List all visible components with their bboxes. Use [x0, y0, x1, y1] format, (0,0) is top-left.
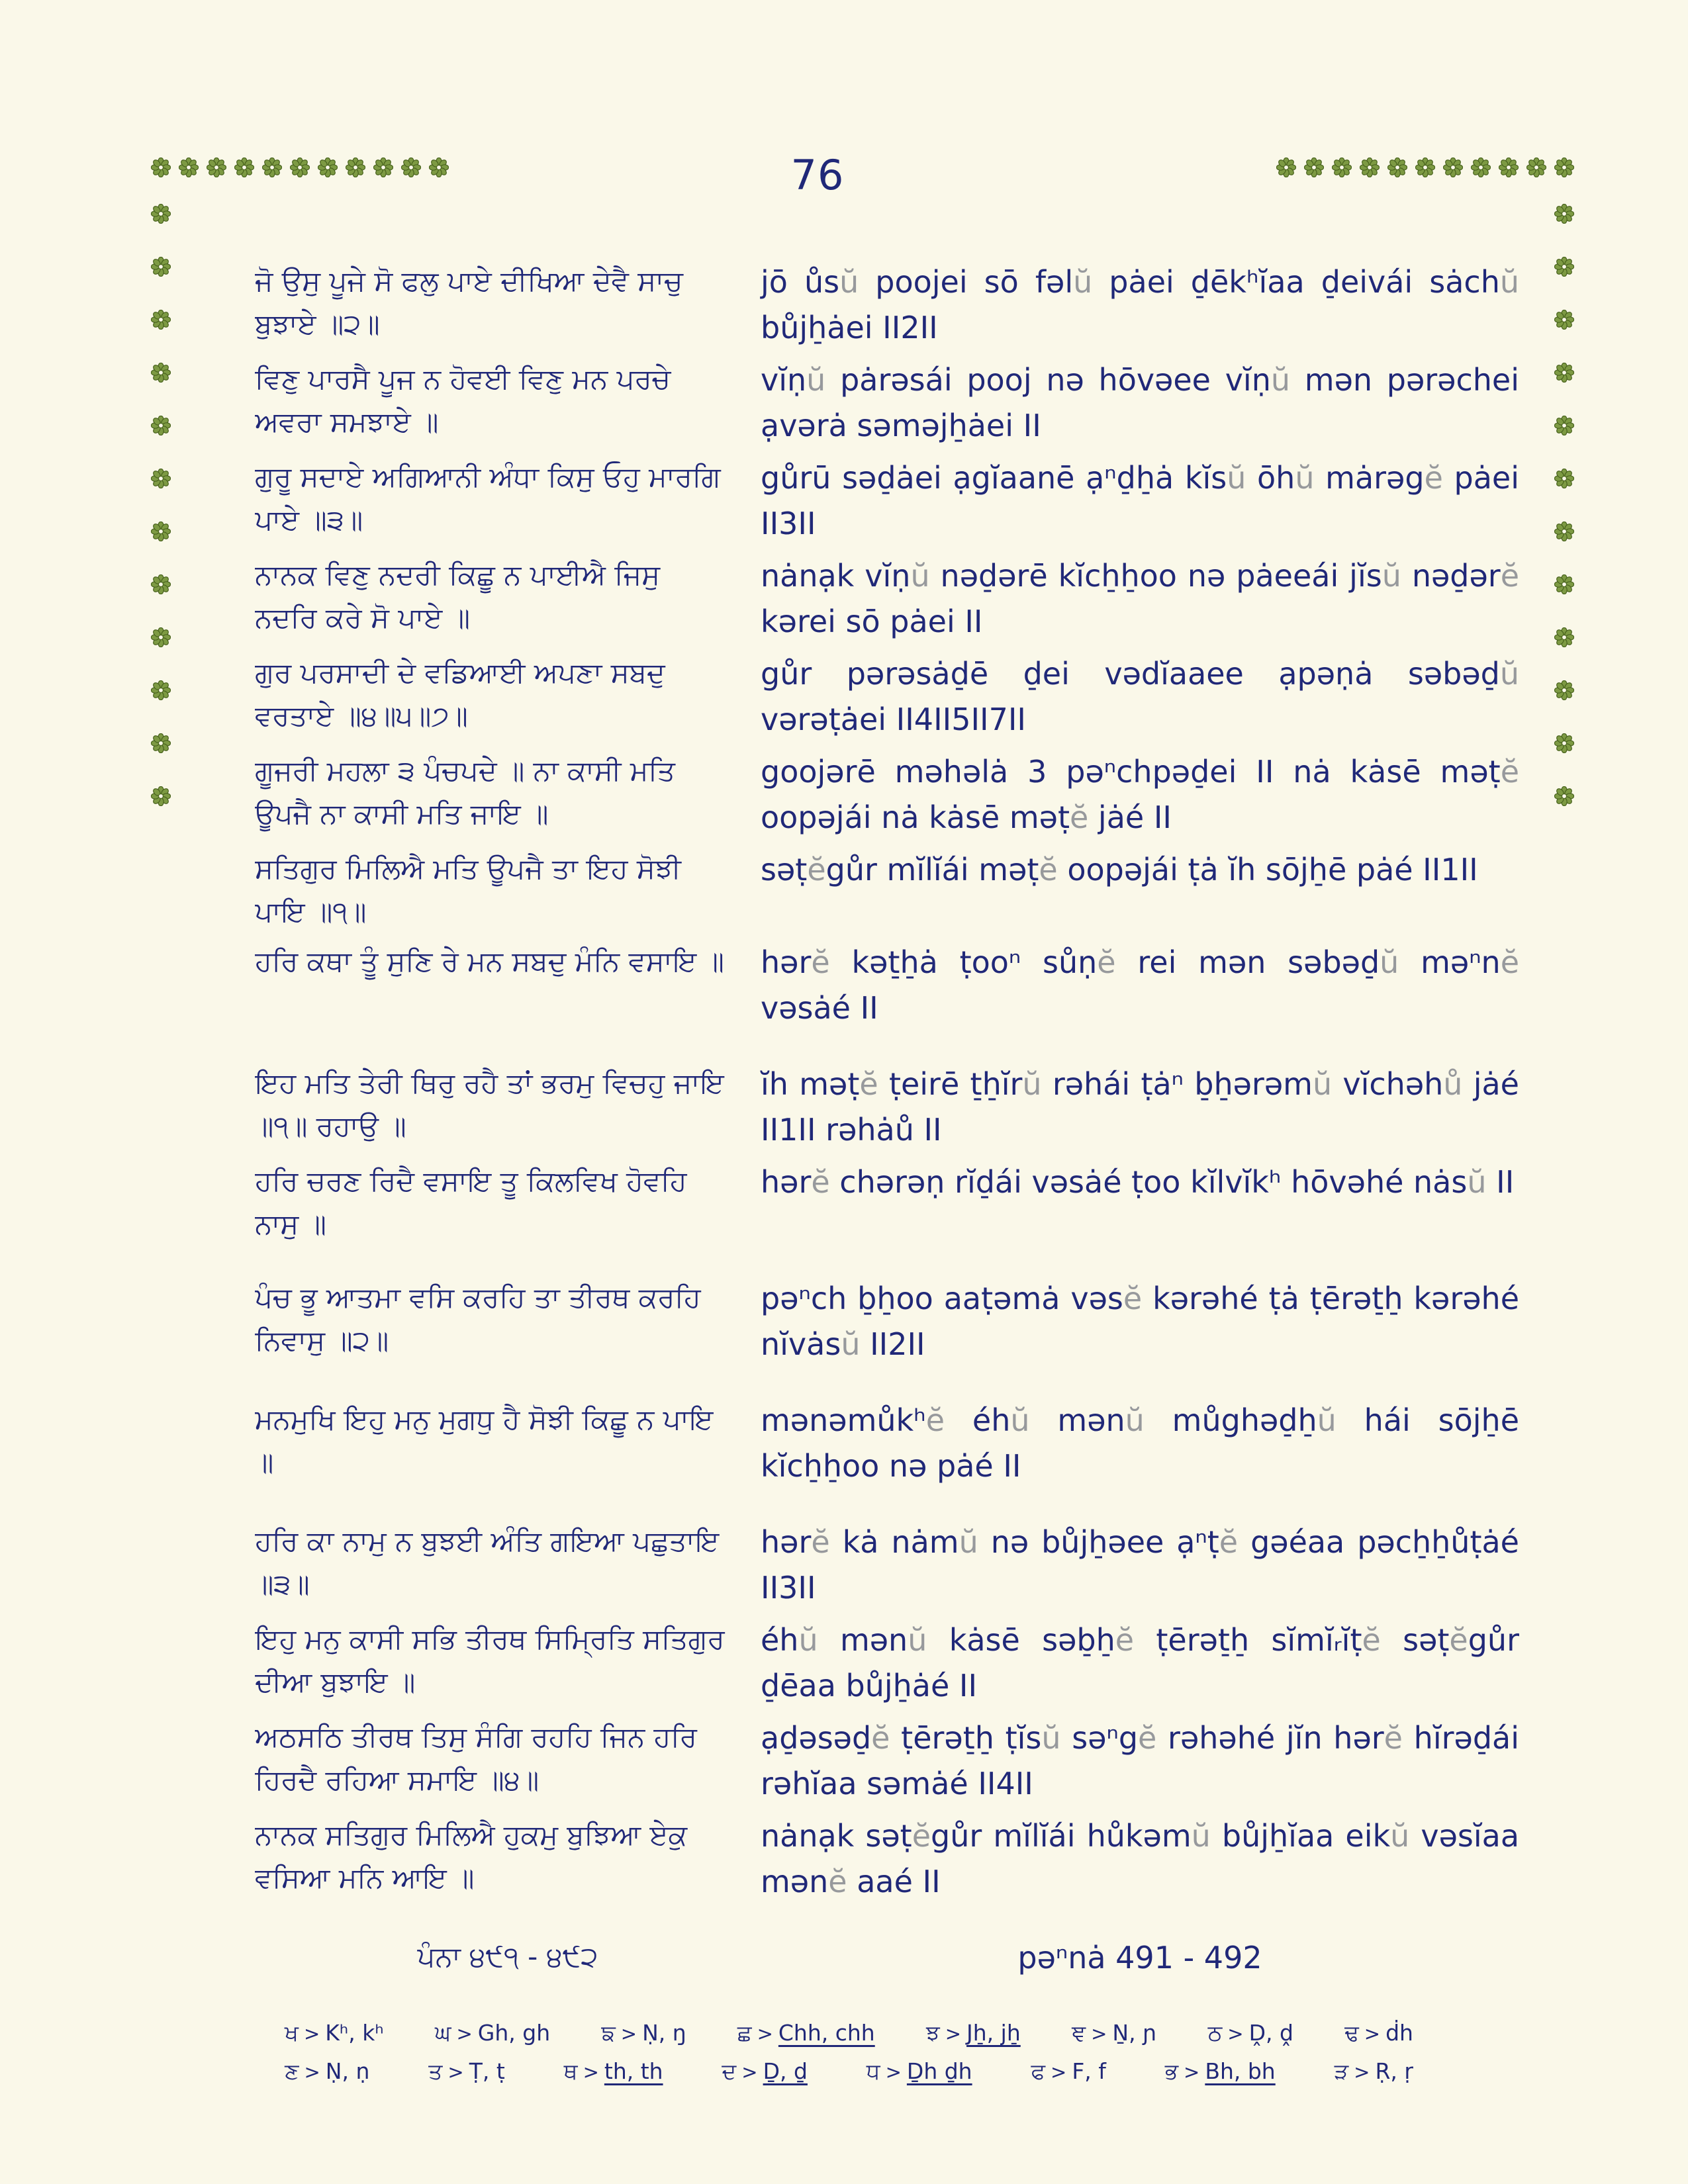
- dim-letter: ŭ: [1022, 1066, 1042, 1103]
- dim-letter: ŭ: [1041, 1720, 1061, 1756]
- rosette-flower-icon: [262, 158, 282, 177]
- rosette-flower-icon: [1360, 158, 1380, 177]
- rosette-flower-icon: [1554, 680, 1574, 700]
- rosette-flower-icon: [151, 469, 171, 488]
- rosette-flower-icon: [1276, 158, 1296, 177]
- rosette-flower-icon: [151, 204, 171, 224]
- rosette-flower-icon: [151, 416, 171, 435]
- greater-than-icon: >: [304, 2061, 320, 2083]
- greater-than-icon: >: [456, 2023, 473, 2045]
- greater-than-icon: >: [1364, 2023, 1381, 2045]
- legend-item: [1208, 2020, 1293, 2046]
- roman-transliteration-text: vĭṇŭ pȧrəsái pooj nə hōvəee vĭṇŭ mən pərəchei ạvərȧ səməjh̠ȧei II: [761, 362, 1519, 443]
- gurmukhi-text: ਗੂਜਰੀ ਮਹਲਾ ੩ ਪੰਚਪਦੇ ॥ ਨਾ ਕਾਸੀ ਮਤਿ ਊਪਜੈ ਨਾ ਕਾਸੀ ਮਤਿ ਜਾਇ ॥: [255, 754, 675, 831]
- verse-row: [255, 1062, 1519, 1153]
- verse-row: [255, 651, 1519, 743]
- legend-gurmukhi-letter: ਝ: [925, 2020, 940, 2046]
- legend-item: [435, 2020, 550, 2046]
- dim-letter: ŭ: [1295, 460, 1315, 496]
- gurmukhi-text: ਹਰਿ ਕਾ ਨਾਮੁ ਨ ਬੁਝਈ ਅੰਤਿ ਗਇਆ ਪਛੁਤਾਇ ॥੩॥: [255, 1525, 720, 1601]
- dim-letter: ĕ: [828, 1864, 847, 1900]
- legend-gurmukhi-letter: ਭ: [1164, 2058, 1179, 2084]
- legend-gurmukhi-letter: ਖ: [285, 2020, 299, 2046]
- dim-letter: ĕ: [871, 1720, 890, 1756]
- gurmukhi-text: ਸਤਿਗੁਰ ਮਿਲਿਐ ਮਤਿ ਊਪਜੈ ਤਾ ਇਹ ਸੋਝੀ ਪਾਇ ॥੧॥: [255, 852, 681, 929]
- rosette-flower-icon: [151, 363, 171, 383]
- dim-letter: ŭ: [1499, 264, 1519, 300]
- rosette-flower-icon: [290, 158, 310, 177]
- dim-letter: ŭ: [1227, 460, 1246, 496]
- legend-latin-value: Gh, gh: [477, 2020, 551, 2046]
- dim-letter: ŭ: [1312, 1066, 1333, 1103]
- greater-than-icon: >: [620, 2023, 637, 2045]
- dim-letter: ŭ: [806, 362, 826, 398]
- dim-letter: ů: [1443, 1066, 1463, 1103]
- greater-than-icon: >: [945, 2023, 962, 2045]
- rosette-flower-icon: [151, 680, 171, 700]
- legend-gurmukhi-letter: ਠ: [1207, 2020, 1223, 2046]
- rosette-flower-icon: [151, 786, 171, 806]
- gurmukhi-text: ਨਾਨਕ ਵਿਣੁ ਨਦਰੀ ਕਿਛੂ ਨ ਪਾਈਐ ਜਿਸੁ ਨਦਰਿ ਕਰੇ ਸੋ ਪਾਏ ॥: [255, 559, 661, 635]
- dim-letter: ŭ: [1499, 656, 1519, 692]
- legend-latin-value: Ṇ, ṇ: [325, 2058, 370, 2084]
- roman-transliteration-text: hərĕ kət̠h̠ȧ ṭooⁿ sůṇĕ rei mən səbəd̠ŭ məⁿnĕ vəsȧé II: [761, 944, 1519, 1026]
- dim-letter: ŭ: [959, 1524, 978, 1561]
- dim-letter: ŭ: [1380, 944, 1399, 981]
- rosette-flower-icon: [234, 158, 254, 177]
- legend-item: [285, 2058, 369, 2085]
- rosette-flower-icon: [1554, 416, 1574, 435]
- legend-item: [1344, 2020, 1413, 2046]
- rosette-flower-icon: [151, 522, 171, 541]
- roman-transliteration-text: hərĕ kȧ nȧmŭ nə bůjh̠əee ạⁿṭĕ gəéaa pəch̠h̠ůṭȧé II3II: [761, 1524, 1519, 1606]
- legend-gurmukhi-letter: ਞ: [1071, 2020, 1086, 2046]
- legend-gurmukhi-letter: ਫ: [1031, 2058, 1046, 2084]
- rosette-flower-icon: [1387, 158, 1407, 177]
- legend-gurmukhi-letter: ੜ: [1334, 2058, 1349, 2084]
- roman-transliteration-text: ạd̠əsəd̠ĕ ṭērət̠h̠ ṭĭsŭ səⁿgĕ rəhəhé jĭn hərĕ hĭrəd̠ái rəhĭaa səmȧé II4II: [761, 1720, 1519, 1802]
- greater-than-icon: >: [1354, 2061, 1370, 2083]
- dim-letter: ŭ: [910, 558, 930, 594]
- roman-transliteration-text: pəⁿch b̠h̠oo aaṭəmȧ vəsĕ kərəhé ṭȧ ṭērət̠h̠ kərəhé nĭvȧsŭ II2II: [761, 1281, 1519, 1363]
- gurmukhi-text: ਪੰਚ ਭੂ ਆਤਮਾ ਵਸਿ ਕਰਹਿ ਤਾ ਤੀਰਥ ਕਰਹਿ ਨਿਵਾਸੁ ॥੨॥: [255, 1281, 701, 1357]
- roman-transliteration-text: mənəmůkʰĕ éhŭ mənŭ můghəd̠h̠ŭ hái sōjh̠ē kĭch̠h̠oo nə pȧé II: [761, 1402, 1519, 1484]
- gurmukhi-text: ਇਹੁ ਮਨੁ ਕਾਸੀ ਸਭਿ ਤੀਰਥ ਸਿਮ੍ਰਿਤਿ ਸਤਿਗੁਰ ਦੀਆ ਬੁਝਾਇ ॥: [255, 1623, 725, 1699]
- legend-latin-value: Ḏh ḏh: [906, 2058, 972, 2084]
- dim-letter: ŭ: [798, 1622, 818, 1659]
- dim-letter: ĕ: [1500, 944, 1519, 981]
- roman-transliteration-text: goojərē məhəlȧ 3 pəⁿchpəd̠ei II nȧ kȧsē məṭĕ oopəjái nȧ kȧsē məṭĕ jȧé II: [761, 754, 1519, 835]
- dim-letter: ĕ: [1039, 852, 1058, 887]
- roman-transliteration-text: nȧnạk səṭĕgůr mĭlĭái hůkəmŭ bůjh̠ĭaa eikŭ vəsĭaa mənĕ aaé II: [761, 1818, 1519, 1900]
- rosette-flower-icon: [1554, 522, 1574, 541]
- dim-letter: ĕ: [811, 944, 830, 981]
- roman-transliteration-text: jō ůsŭ poojei sō fəlŭ pȧei d̠ēkʰĭaa d̠eivái sȧchŭ bůjh̠ȧei II2II: [761, 264, 1519, 345]
- greater-than-icon: >: [757, 2023, 773, 2045]
- gurmukhi-text: ਹਰਿ ਕਥਾ ਤੂੰ ਸੁਣਿ ਰੇ ਮਨ ਸਬਦੁ ਮੰਨਿ ਵਸਾਇ ॥: [255, 945, 724, 978]
- verse-row: [255, 1617, 1519, 1709]
- legend-item: [737, 2020, 875, 2046]
- legend-gurmukhi-letter: ਙ: [601, 2020, 616, 2046]
- flower-border-top-left: [151, 158, 449, 177]
- legend-gurmukhi-letter: ਣ: [285, 2058, 299, 2084]
- roman-transliteration-text: pəⁿnȧ 491 - 492: [1017, 1940, 1262, 1976]
- gurmukhi-text: ਹਰਿ ਚਰਣ ਰਿਦੈ ਵਸਾਇ ਤੂ ਕਿਲਵਿਖ ਹੋਵਹਿ ਨਾਸੁ ॥: [255, 1165, 687, 1241]
- dim-letter: ĕ: [1115, 1622, 1135, 1659]
- rosette-flower-icon: [1443, 158, 1463, 177]
- verse-row: [255, 1398, 1519, 1489]
- legend-gurmukhi-letter: ਦ: [722, 2058, 737, 2084]
- legend-row: [285, 2020, 1413, 2046]
- legend-latin-value: Kʰ, kʰ: [325, 2020, 384, 2046]
- legend-latin-value: Bh, bh: [1205, 2058, 1276, 2084]
- legend-item: [428, 2058, 505, 2085]
- legend-item: [1072, 2020, 1156, 2046]
- verse-row: [255, 357, 1519, 449]
- rosette-flower-icon: [151, 733, 171, 753]
- dim-letter: ĕ: [811, 1164, 830, 1201]
- legend-gurmukhi-letter: ਥ: [563, 2058, 578, 2084]
- gurmukhi-text: ਗੁਰ ਪਰਸਾਦੀ ਦੇ ਵਡਿਆਈ ਅਪਣਾ ਸਬਦੁ ਵਰਤਾਏ ॥੪॥੫॥੭॥: [255, 657, 665, 733]
- rosette-flower-icon: [151, 158, 171, 177]
- verse-list: [255, 259, 1519, 2007]
- rosette-flower-icon: [179, 158, 199, 177]
- dim-letter: ĕ: [1362, 1622, 1381, 1659]
- legend-item: [601, 2020, 686, 2046]
- transliteration-key: [285, 2020, 1413, 2097]
- dim-letter: ĕ: [1500, 754, 1519, 790]
- legend-item: [1165, 2058, 1276, 2085]
- dim-letter: ĕ: [1424, 460, 1443, 496]
- dim-letter: ĕ: [807, 852, 826, 887]
- dim-letter: ĕ: [859, 1066, 878, 1103]
- verse-row: [255, 847, 1519, 933]
- dim-letter: ŭ: [1467, 1164, 1487, 1201]
- rosette-flower-icon: [318, 158, 338, 177]
- rosette-flower-icon: [401, 158, 421, 177]
- verse-row: [255, 940, 1519, 1031]
- dim-letter: ŭ: [1382, 558, 1401, 594]
- legend-gurmukhi-letter: ਛ: [737, 2020, 752, 2046]
- greater-than-icon: >: [447, 2061, 464, 2083]
- dim-letter: ŭ: [1191, 1818, 1211, 1854]
- dim-letter: ŭ: [841, 1326, 861, 1363]
- verse-row: [255, 259, 1519, 351]
- dim-letter: ĕ: [912, 1818, 931, 1854]
- legend-latin-value: Ṛ, ṛ: [1375, 2058, 1413, 2084]
- dim-letter: ĕ: [1123, 1281, 1143, 1317]
- legend-latin-value: ḋh: [1385, 2020, 1413, 2046]
- legend-item: [867, 2058, 972, 2085]
- legend-latin-value: F, f: [1072, 2058, 1106, 2084]
- rosette-flower-icon: [1332, 158, 1352, 177]
- roman-transliteration-text: éhŭ mənŭ kȧsē səb̠h̠ĕ ṭērət̠h̠ sĭmĭᵣĭṭĕ səṭĕgůr d̠ēaa bůjh̠ȧé II: [761, 1622, 1519, 1704]
- verse-row: [255, 1935, 1519, 1981]
- legend-latin-value: Ṉ, ɲ: [1112, 2020, 1157, 2046]
- rosette-flower-icon: [151, 627, 171, 647]
- dim-letter: ŭ: [1270, 362, 1291, 398]
- roman-transliteration-text: ĭh məṭĕ ṭeirē t̠h̠ĭrŭ rəhái ṭȧⁿ b̠h̠ərəmŭ vĭchəhů jȧé II1II rəhȧů II: [761, 1066, 1519, 1148]
- legend-item: [926, 2020, 1021, 2046]
- rosette-flower-icon: [1554, 574, 1574, 594]
- gurmukhi-text: ਵਿਣੁ ਪਾਰਸੈ ਪੂਜ ਨ ਹੋਵਈ ਵਿਣੁ ਮਨ ਪਰਚੇ ਅਵਰਾ ਸਮਝਾਏ ॥: [255, 363, 671, 439]
- legend-item: [1335, 2058, 1413, 2085]
- greater-than-icon: >: [1184, 2061, 1200, 2083]
- dim-letter: ŭ: [1010, 1402, 1030, 1439]
- dim-letter: ĕ: [1070, 799, 1089, 835]
- rosette-flower-icon: [1554, 363, 1574, 383]
- greater-than-icon: >: [741, 2061, 758, 2083]
- roman-transliteration-text: nȧnạk vĭṇŭ nəd̠ərē kĭch̠h̠oo nə pȧeeái jĭsŭ nəd̠ərĕ kərei sō pȧei II: [761, 558, 1519, 639]
- rosette-flower-icon: [1554, 627, 1574, 647]
- dim-letter: ŭ: [1317, 1402, 1336, 1439]
- legend-latin-value: Ṇ, ŋ: [642, 2020, 686, 2046]
- verse-row: [255, 749, 1519, 841]
- rosette-flower-icon: [1554, 204, 1574, 224]
- dim-letter: ĕ: [925, 1402, 945, 1439]
- gurmukhi-text: ਮਨਮੁਖਿ ਇਹੁ ਮਨੁ ਮੁਗਧੁ ਹੈ ਸੋਝੀ ਕਿਛੂ ਨ ਪਾਇ ॥: [255, 1403, 714, 1479]
- greater-than-icon: >: [583, 2061, 599, 2083]
- gurmukhi-text: ਜੋ ਉਸੁ ਪੂਜੇ ਸੋ ਫਲੁ ਪਾਏ ਦੀਖਿਆ ਦੇਵੈ ਸਾਚੁ ਬੁਝਾਏ ॥੨॥: [255, 265, 683, 341]
- flower-border-top-right: [1276, 158, 1574, 177]
- rosette-flower-icon: [1471, 158, 1491, 177]
- roman-transliteration-text: gůr pərəsȧd̠ē d̠ei vədĭaaee ạpəṇȧ səbəd̠ŭ vərəṭȧei II4II5II7II: [761, 656, 1519, 737]
- rosette-flower-icon: [346, 158, 365, 177]
- dim-letter: ĕ: [1449, 1622, 1468, 1659]
- verse-row: [255, 455, 1519, 547]
- legend-latin-value: Ḓ, ḓ: [1248, 2020, 1293, 2046]
- legend-item: [285, 2020, 384, 2046]
- rosette-flower-icon: [207, 158, 226, 177]
- roman-transliteration-text: hərĕ chərəṇ rĭd̠ái vəsȧé ṭoo kĭlvĭkʰ hōvəhé nȧsŭ II: [761, 1164, 1515, 1201]
- dim-letter: ĕ: [1097, 944, 1116, 981]
- dim-letter: ŭ: [1390, 1818, 1410, 1854]
- verse-row: [255, 1813, 1519, 1905]
- greater-than-icon: >: [1227, 2023, 1244, 2045]
- rosette-flower-icon: [1554, 257, 1574, 277]
- gurmukhi-text: ਪੰਨਾ ੪੯੧ - ੪੯੨: [417, 1940, 598, 1974]
- dim-letter: ŭ: [839, 264, 859, 300]
- greater-than-icon: >: [885, 2061, 902, 2083]
- gurmukhi-text: ਗੁਰੂ ਸਦਾਏ ਅਗਿਆਨੀ ਅੰਧਾ ਕਿਸੁ ਓਹੁ ਮਾਰਗਿ ਪਾਏ ॥੩॥: [255, 461, 721, 537]
- verse-row: [255, 1520, 1519, 1611]
- rosette-flower-icon: [1499, 158, 1519, 177]
- legend-latin-value: Chh, chh: [778, 2020, 875, 2046]
- rosette-flower-icon: [1554, 158, 1574, 177]
- legend-row: [285, 2058, 1413, 2085]
- dim-letter: ĕ: [811, 1524, 830, 1561]
- rosette-flower-icon: [1554, 469, 1574, 488]
- legend-latin-value: Jh̠, jh̠: [966, 2020, 1021, 2046]
- greater-than-icon: >: [303, 2023, 320, 2045]
- gurmukhi-text: ਅਠਸਠਿ ਤੀਰਥ ਤਿਸੁ ਸੰਗਿ ਰਹਹਿ ਜਿਨ ਹਰਿ ਹਿਰਦੈ ਰਹਿਆ ਸਮਾਇ ॥੪॥: [255, 1721, 697, 1797]
- roman-transliteration-text: səṭĕgůr mĭlĭái məṭĕ oopəjái ṭȧ ĭh sōjh̠ē pȧé II1II: [761, 852, 1478, 887]
- verse-row: [255, 1160, 1519, 1246]
- rosette-flower-icon: [151, 310, 171, 330]
- dim-letter: ĕ: [1219, 1524, 1239, 1561]
- legend-gurmukhi-letter: ਤ: [428, 2058, 443, 2084]
- legend-item: [1031, 2058, 1105, 2085]
- rosette-flower-icon: [1526, 158, 1546, 177]
- dim-letter: ŭ: [908, 1622, 927, 1659]
- greater-than-icon: >: [1091, 2023, 1107, 2045]
- legend-gurmukhi-letter: ਧ: [866, 2058, 880, 2084]
- flower-border-left: [151, 204, 171, 806]
- verse-row: [255, 1715, 1519, 1807]
- greater-than-icon: >: [1051, 2061, 1067, 2083]
- dim-letter: ĕ: [1138, 1720, 1157, 1756]
- legend-latin-value: th, th: [604, 2058, 663, 2084]
- legend-item: [722, 2058, 808, 2085]
- gurmukhi-text: ਨਾਨਕ ਸਤਿਗੁਰ ਮਿਲਿਐ ਹੁਕਮੁ ਬੁਝਿਆ ਏਕੁ ਵਸਿਆ ਮਨਿ ਆਇ ॥: [255, 1819, 688, 1895]
- legend-gurmukhi-letter: ਘ: [434, 2020, 451, 2046]
- roman-transliteration-text: gůrū səd̠ȧei ạgĭaanē ạⁿd̠h̠ȧ kĭsŭ ōhŭ mȧrəgĕ pȧei II3II: [761, 460, 1519, 541]
- dim-letter: ĕ: [1500, 558, 1519, 594]
- flower-border-right: [1554, 204, 1574, 806]
- gurmukhi-text: ਇਹ ਮਤਿ ਤੇਰੀ ਥਿਰੁ ਰਹੈ ਤਾਂ ਭਰਮੁ ਵਿਚਹੁ ਜਾਇ ॥੧॥ ਰਹਾਉ ॥: [255, 1067, 724, 1143]
- dim-letter: ŭ: [1073, 264, 1093, 300]
- rosette-flower-icon: [1554, 786, 1574, 806]
- legend-latin-value: Ḏ, ḏ: [763, 2058, 808, 2084]
- rosette-flower-icon: [1554, 733, 1574, 753]
- rosette-flower-icon: [151, 257, 171, 277]
- legend-gurmukhi-letter: ਢ: [1344, 2020, 1359, 2046]
- dim-letter: ŭ: [1125, 1402, 1145, 1439]
- verse-row: [255, 553, 1519, 645]
- rosette-flower-icon: [1415, 158, 1435, 177]
- legend-item: [564, 2058, 663, 2085]
- rosette-flower-icon: [373, 158, 393, 177]
- verse-row: [255, 1276, 1519, 1367]
- rosette-flower-icon: [429, 158, 449, 177]
- rosette-flower-icon: [1304, 158, 1324, 177]
- dim-letter: ĕ: [1383, 1720, 1403, 1756]
- rosette-flower-icon: [151, 574, 171, 594]
- rosette-flower-icon: [1554, 310, 1574, 330]
- legend-latin-value: Ṭ, ṭ: [469, 2058, 505, 2084]
- page-number: 76: [790, 151, 845, 199]
